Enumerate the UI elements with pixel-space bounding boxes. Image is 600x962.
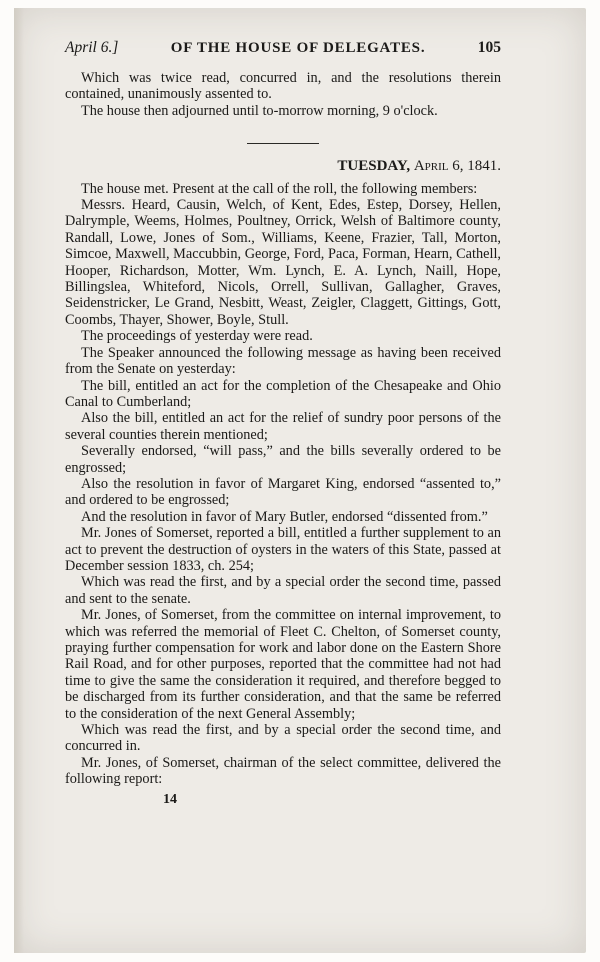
paragraph: The Speaker announced the following message as having been received from the Senate on yesterday: [65, 344, 501, 378]
page-gutter-shadow [14, 8, 24, 953]
running-head-title: OF THE HOUSE OF DELEGATES. [170, 40, 426, 56]
day-heading-day: TUESDAY, [337, 158, 411, 175]
paragraph: The house then adjourned until to-morrow morning, 9 o'clock. [81, 102, 438, 119]
paragraph: Which was twice read, concurred in, and the resolutions therein contained, unanimously assented to. [65, 70, 501, 103]
section-divider [247, 143, 319, 144]
paragraph: Mr. Jones, of Somerset, from the committee on internal improvement, to which was referred the memorial of Fleet C. Chelton, of Somerset county, praying further compensation for work and labor done on the Eastern Shore Rail Road, and for other purposes, reported that the committee had not had time to give the same the consideration it required, and therefore begged to be discharged from its further consideration, and that the same be referred to the consideration of the next General Assembly; [65, 607, 501, 722]
paragraph: The house met. Present at the call of the roll, the following members: [81, 180, 478, 197]
paragraph: Mr. Jones, of Somerset, chairman of the select committee, delivered the following report: [65, 754, 501, 788]
page-number: 105 [477, 39, 501, 56]
paragraph: Messrs. Heard, Causin, Welch, of Kent, Edes, Estep, Dorsey, Hellen, Dalrymple, Weems, Holmes, Poultney, Orrick, Welsh of Baltimore county, Randall, Lowe, Jones of Som., Williams, Keene, Frazier, Tall, Morton, Simcoe, Maxwell, Maccubbin, George, Ford, Paca, Forman, Hearn, Cathell, Hooper, Richardson, Motter, Wm. Lynch, E. A. Lynch, Naill, Hope, Billingslea, Whiteford, Nicols, Orrell, Sullivan, Gallagher, Graves, Seidenstricker, Le Grand, Nesbitt, Weast, Zeigler, Claggett, Gittings, Gott, Coombs, Thayer, Shower, Boyle, Stull. [65, 197, 501, 328]
day-heading-date: April 6, 1841. [413, 158, 501, 175]
running-head [65, 40, 501, 62]
signature-mark: 14 [163, 791, 177, 807]
paragraph: Mr. Jones of Somerset, reported a bill, entitled a further supplement to an act to prevent the destruction of oysters in the waters of this State, passed at December session 1833, ch. 254; [65, 525, 501, 574]
paragraph: Which was read the first, and by a special order the second time, and concurred in. [65, 722, 501, 755]
paragraph: The proceedings of yesterday were read. [81, 328, 313, 345]
paragraph: Which was read the first, and by a special order the second time, passed and sent to the senate. [65, 574, 501, 607]
paragraph: Also the resolution in favor of Margaret King, endorsed “assented to,” and ordered to be engrossed; [65, 475, 501, 509]
paragraph: Severally endorsed, “will pass,” and the bills severally ordered to be engrossed; [65, 443, 501, 476]
paragraph: And the resolution in favor of Mary Butler, endorsed “dissented from.” [81, 508, 488, 525]
page-text-block [65, 40, 501, 808]
paragraph: Also the bill, entitled an act for the relief of sundry poor persons of the several counties therein mentioned; [65, 410, 501, 443]
running-head-date: April 6.] [65, 39, 119, 56]
day-heading [65, 158, 501, 174]
paragraph: The bill, entitled an act for the completion of the Chesapeake and Ohio Canal to Cumberland; [65, 377, 501, 410]
